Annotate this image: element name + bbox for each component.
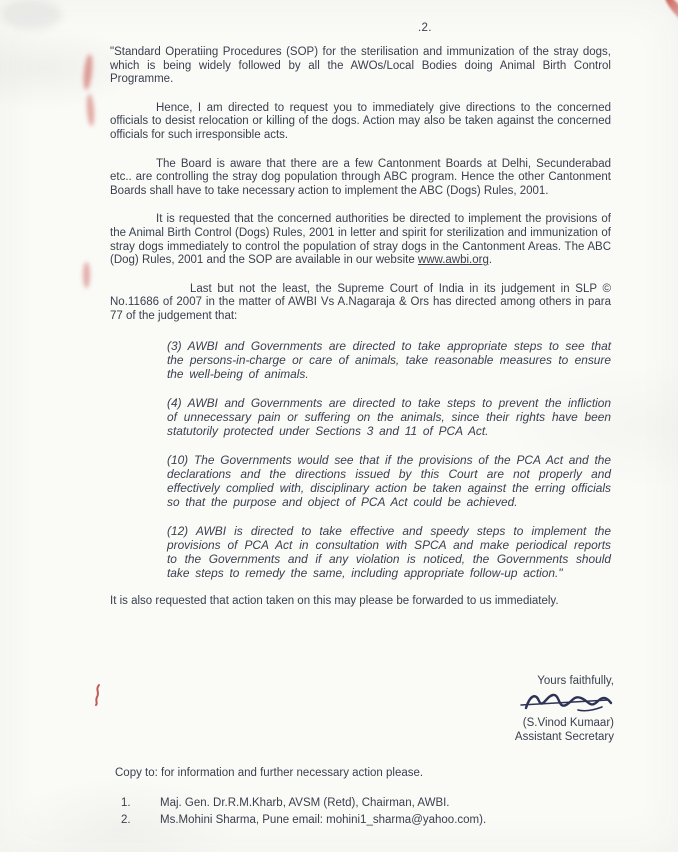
- copy-to-list: [121, 795, 486, 828]
- quote-para-4: (4) AWBI and Governments are directed to take steps to prevent the infliction of unnecessary pain or suffering on the animals, since their rights have been statutorily protected under Sections 3 and 11 of PCA Act.: [167, 395, 611, 438]
- copy-to-heading: Copy to: for information and further necessary action please.: [115, 767, 424, 779]
- signatory-name: (S.Vinod Kumaar): [522, 717, 614, 729]
- closing-request: It is also requested that action taken on this may please be forwarded to us immediately.: [110, 594, 559, 607]
- copy-to-item-1: [121, 795, 486, 812]
- paragraph-abc-rules-implementation: [110, 213, 611, 267]
- red-mark-top-right: [662, 0, 678, 27]
- paragraph-sop: "Standard Operatiing Procedures (SOP) for the sterilisation and immunization of the stray dogs, which is being widely followed by all the AWOs/Local Bodies doing Animal Birth Control Programme.: [110, 46, 611, 86]
- page-number: .2.: [418, 22, 432, 34]
- signature-scribble: [518, 688, 614, 718]
- paragraph-supreme-court: Last but not the least, the Supreme Court of India in its judgement in SLP © No.11686 of 2007 in the matter of AWBI Vs A.Nagaraja & Ors has directed among others in para 77 of the judgement that:: [110, 282, 611, 322]
- copy-item-text: Ms.Mohini Sharma, Pune email: mohini1_sharma@yahoo.com).: [160, 813, 487, 826]
- paragraph-abc-rules-text: It is requested that the concerned authorities be directed to implement the provisions of the Animal Birth Control (Dogs) Rules, 2001 in letter and spirit for sterilization and immunization of stray dogs immediately to control the population of stray dogs in the Cantonment Areas. The ABC (Dog) Rules, 2001 and the SOP are available in our website: [110, 213, 611, 267]
- letter-body: [110, 46, 611, 623]
- paragraph-directions-request: Hence, I am directed to request you to immediately give directions to the concerned officials to desist relocation or killing of the dogs. Action may also be taken against the concerned officials for such irresponsible acts.: [110, 101, 611, 141]
- copy-item-text: Maj. Gen. Dr.R.M.Kharb, AVSM (Retd), Chairman, AWBI.: [160, 797, 450, 809]
- quote-para-10: (10) The Governments would see that if the provisions of the PCA Act and the declarations and the directions issued by this Court are not properly and effectively complied with, disciplinary action be taken against the erring officials so that the purpose and object of PCA Act could be achieved.: [167, 452, 611, 509]
- signatory-title: Assistant Secretary: [514, 731, 614, 743]
- red-smudge-left-edge-3: [83, 262, 90, 288]
- signature-block: [515, 674, 614, 744]
- scan-smudge-top-left: [2, 0, 62, 30]
- valediction: Yours faithfully,: [537, 675, 614, 687]
- paragraph-cantonment-boards: The Board is aware that there are a few Cantonment Boards at Delhi, Secunderabad etc.. are controlling the stray dog population through ABC program. Hence the other Cantonment Boards shall have to take necessary action to implement the ABC (Dogs) Rules, 2001.: [110, 157, 611, 197]
- paragraph-abc-rules-period: .: [488, 254, 493, 267]
- quote-para-3: (3) AWBI and Governments are directed to take appropriate steps to see that the persons-in-charge or care of animals, take reasonable measures to ensure the well-being of animals.: [167, 338, 611, 381]
- red-smudge-left-edge-1: [82, 54, 94, 91]
- copy-item-number: 1.: [121, 797, 131, 809]
- copy-to-item-2: [121, 812, 486, 829]
- quote-para-12: (12) AWBI is directed to take effective and speedy steps to implement the provisions of PCA Act in consultation with SPCA and make periodical reports to the Governments and if any violation is noticed, the Governments should take steps to remedy the same, including appropriate follow-up action.": [167, 523, 611, 580]
- awbi-website-link[interactable]: www.awbi.org: [417, 254, 489, 267]
- red-pen-mark: [90, 682, 106, 708]
- red-smudge-left-edge-2: [86, 94, 95, 126]
- copy-item-number: 2.: [121, 813, 131, 826]
- judgement-quotes: [167, 339, 611, 580]
